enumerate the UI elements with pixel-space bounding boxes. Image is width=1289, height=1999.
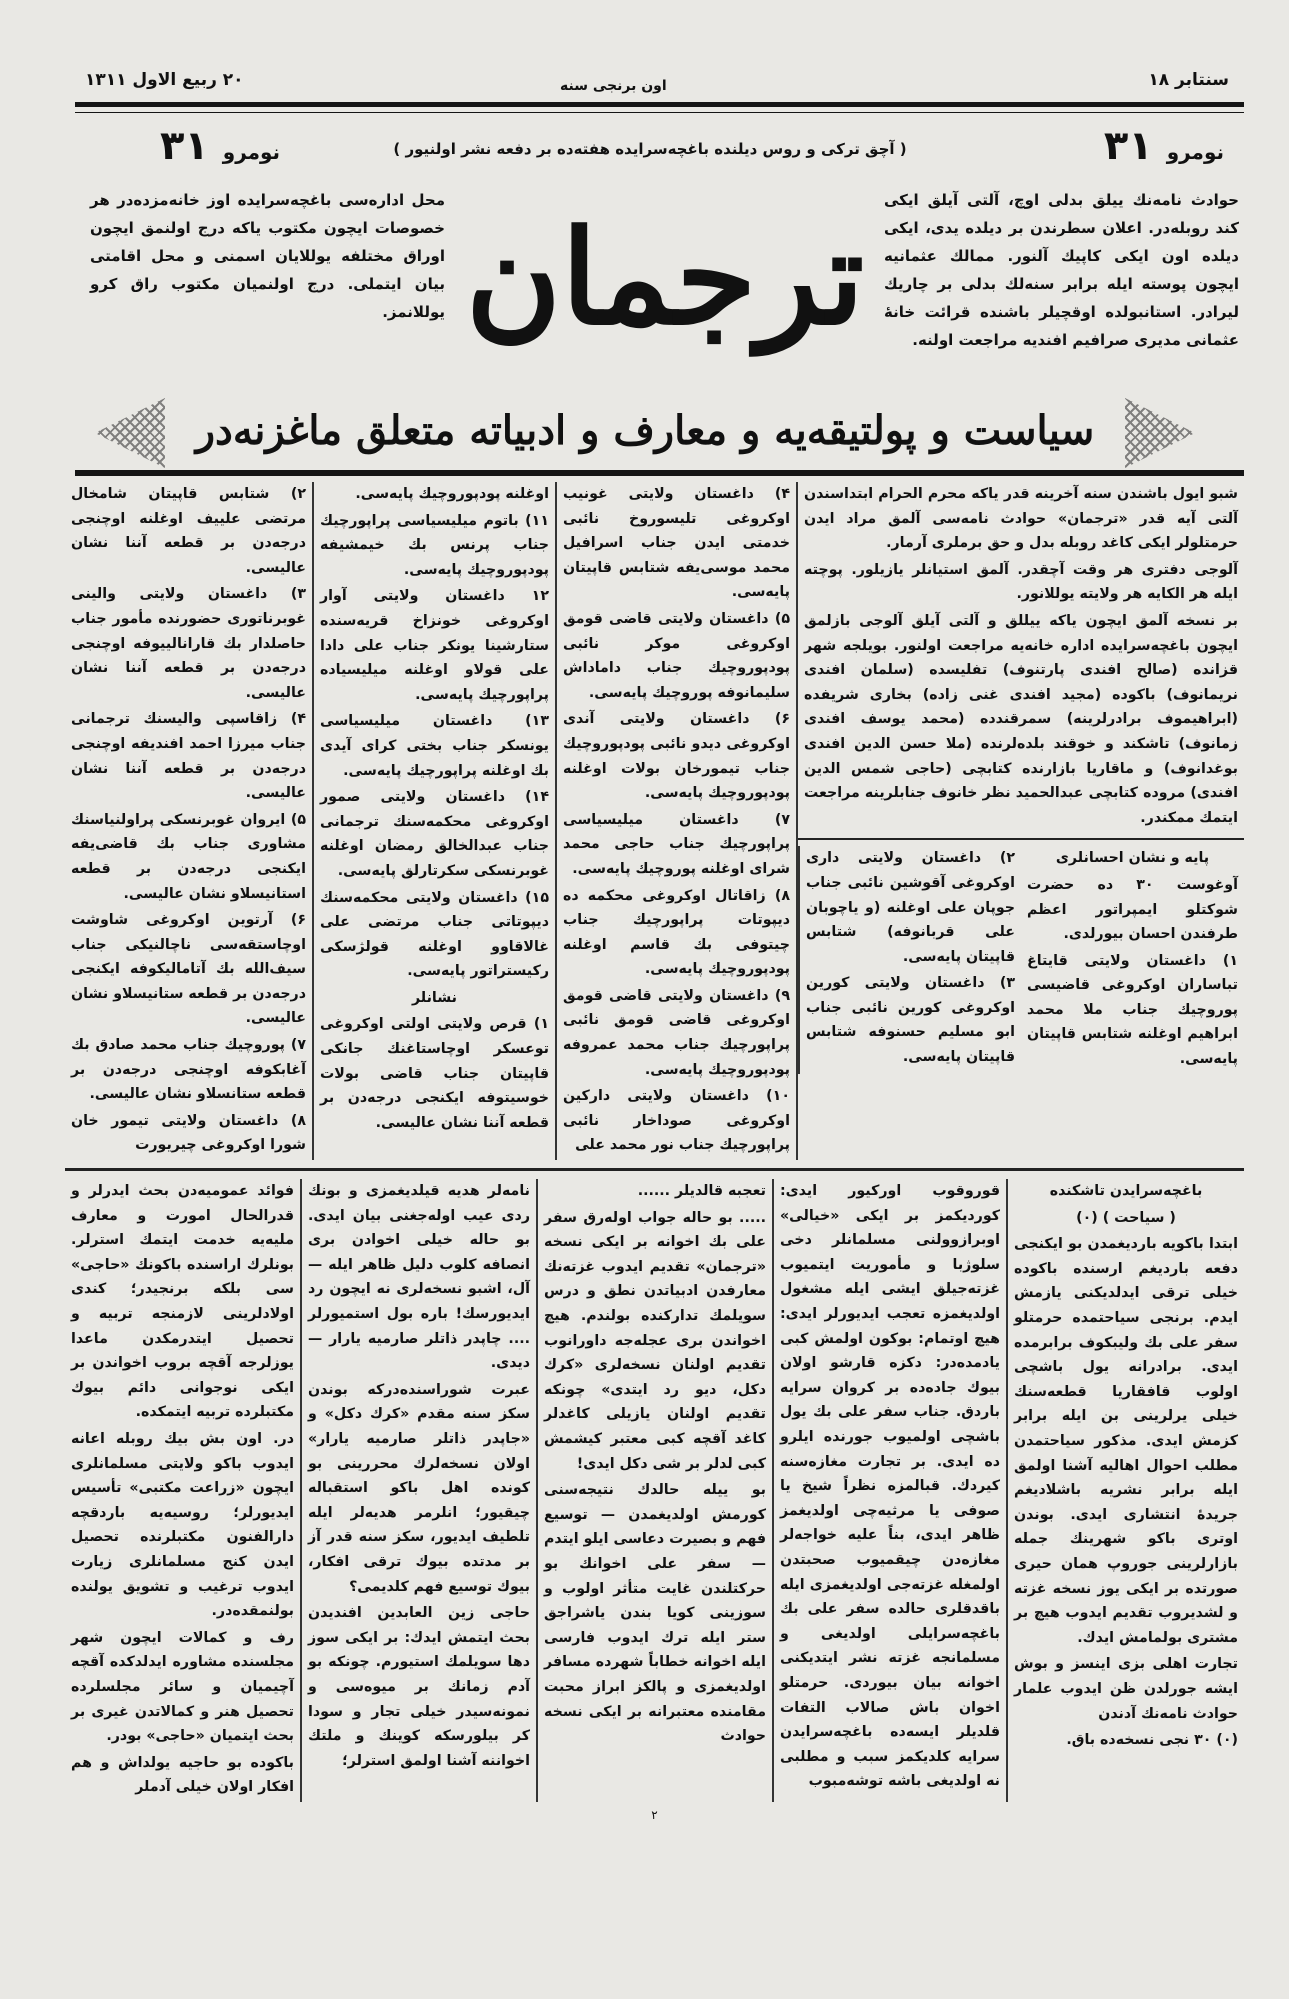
paragraph: آلوجی دفتری هر وقت آچقدر. آلمق استیانلر یازیلور. پوچته ایله هر الکایه هر ولایته یوللانور. (804, 561, 1238, 603)
frequency-note: ( آچق ترکی و روس دیلنده باغچه‌سرایده هفته‌ده بر دفعه نشر اولنیور ) (393, 140, 907, 158)
issue-number: ۳۱ (1103, 123, 1153, 169)
paragraph: بو ییله حالدك نتیجه‌سنی کورمش اولدیغمدن — توسیع فهم و بصیرت دعاسی ایلو ایتدم — سفر علی اخوانك بو حرکتلندن غایت متأثر اولوب و سوزینی کویا بندن یاشراجق ستر ایله ترك ایدوب فارسی ایله اخوانه خطاباً شهرده مسافر اولدیغمزی و پالکز ابراز محبت مقامنده معتبرانه بر ایکی نسخه حوادث (544, 1482, 766, 1745)
notice-right: حوادث نامه‌نك ییلق بدلی اوچ، آلتی آیلق ایکی کند روبله‌در. اعلان سطرندن بر دیلده یدی، ایکی دیلده اون ایکی کاپیك آلنور. ممالك عثمانیه ایچون پوسته ایله برابر سنه‌لك بدلی بر چاریك لیرادر. استانبولده اوقچیلر باشنده قرائت خانهٔ عثمانی مدیری صرافیم افندیه مراجعت اولنه. (884, 191, 1239, 349)
article-subscription (798, 482, 1244, 832)
issue-number: ۳۱ (160, 123, 209, 169)
paragraph-lead: تعجبه قالدیلر ...... (637, 1183, 766, 1200)
ranks-row (798, 838, 1244, 1073)
paragraph: ۲) داغستان ولایتی داری اوکروغی آقوشین نائبی جناب جوپان علی اوغلنه (و یاچوبان علی قربانوفه) شتابس قاپیتان پایه‌سی. (806, 850, 1015, 965)
paragraph: ۳) داغستان ولایتی کورین اوکروغی کورین نائبی جناب ابو مسلیم حسنوفه شتابس قاپیتان پایه‌سی. (806, 975, 1015, 1066)
paragraph: ۱) قرص ولایتی اولتی اوکروغی توعسکر اوچاستاغنك جانکی قاپیتان جناب قاضی بولات خوسیتوفه ایکنجی درجه‌دن بر قطعه آننا نشان عالیسی. (320, 1016, 549, 1131)
issue-number-left (160, 124, 280, 168)
paragraph: ۵) ایروان غوبرنسکی پراولنیاسنك مشاوری جناب بك قاضی‌یفه ایکنجی درجه‌دن بر قطعه استانیسلاو نشان عالیسی. (71, 811, 306, 902)
column-b4 (300, 1179, 536, 1802)
paragraph: بر نسخه آلمق ایچون یاکه ییللق و آلتی آیلق آلوجی بازلمق ایچون باغچه‌سرایده اداره خانه‌یه مراجعت اولنور. بویلجه شهر قزانده (صالح افندی پارتنوف) تفلیسده (سلمان افندی نریمانوف) باکوده (مجید افندی غنی زاده) بخاری شریفده (ابراهیموف برادرلرینه) سمرقندده (محمد یوسف افندی زمانوف) تاشکند و خوقند بلده‌لرنده (ملا حسن الدین افندی بوغدانوف) و ماقاریا بازارنده کتابچی (حاجی شمس الدین افندی) مروده کتابچی عبدالحمید نظر خانوف جنابلرینه مراجعت ایتمك ممکندر. (804, 612, 1238, 826)
page-body (65, 482, 1244, 1828)
ornament-right (1125, 398, 1195, 468)
paragraph: ۲) شتابس قاپیتان شامخال مرتضی علییف اوغلنه اوچنجی درجه‌دن بر قطعه آننا نشان عالیسی. (71, 486, 306, 576)
paragraph: عبرت شوراسنده‌درکه بوندن سکز سنه مقدم «کرك دکل» و «جاپدر ذاتلر صارمیه یارار» اولان نسخه‌لرك محررینی بو کونده اهل باکو استقباله چیقیور؛ انلرمر هدیه‌لر ایله تلطیف ایدیور، سکز سنه قدر آز بر مدتده بیوك ترقی افکار، بیوك توسیع فهم کلدیمی؟ (308, 1381, 530, 1595)
issue-number-right (1104, 124, 1224, 168)
column-4 (65, 482, 312, 1160)
section-heading-medals: نشانلر (411, 989, 458, 1006)
paragraph: ابتدا باکویه بارديغمدن بو ایکنجی دفعه بارديغم ارسنده باکوده خیلی ترقی ایدلدیکنی یازمش ایدم. برنجی سیاحتمده حرمتلو سفر علی بك ولیبکوف برابرمده ایدی. برادرانه یول باشچی اولوب قافقاریا قطعه‌سنك خیلی یرلرینی بن ایله برابر کزمش ایدی. مذکور سیاحتمدن مطلب احوال اهالیه آشنا اولمق ایله برابر نشریه باشلادیغم جریدهٔ انتشاری ایدی. بوندن اوتری باکو شهرینك جمله بازارلرینی جوروپ همان حیری صورتده بر ایکی یوز نسخه غزته و لشدیروب تقدیم ایدوب هیچ بر مشتری بولمامش ایدك. (1014, 1236, 1238, 1646)
paragraph: ۱۳) داغستان میلیسیاسی یونسکر جناب بختی کرای آیدی بك اوغلنه پراپورچیك پایه‌سی. (320, 713, 549, 779)
paragraph: ۴) زاقاسپی والیسنك ترجمانی جناب میرزا احمد افندیفه اوچنجی درجه‌دن بر قطعه آننا نشان عالیسی. (71, 711, 306, 802)
number-label: نومرو (222, 140, 281, 164)
paragraph: قوروقوب اورکیور ایدی: کوردیکمز بر ایکی «خیالی» اوبرازوولنی مسلمانلر دخی سلوژبا و مأموریت ایتمیوب غزته‌جیلق ایشی ایله مشغول اولدیغمزه تعجب ایدیورلر ایدی: هیچ اوتمام: بوکون اولمش کبی یادمده‌در: دکزه قارشو اولان بیوك جاده‌ده بر کروان سرایه باردق. جناب سفر علی بك یول باشچی اولمیوب جورنده ایلرو ده ایدی. بر تجارت مغازه‌سنه کیردك. قبالمزه نظراً شیخ یا صوفی یا مرثیه‌چی اولدیغمز ظاهر ایدی، بناً علیه خواجه‌لر مغازه‌دن چیقمیوب صحبتدن اولمغله غزته‌جی اولدیغمزی ایله باقدقلری حالده سفر علی بك باغچه‌سرایلی اولدیغی و مسلمانجه غزته نشر ایتدیکنی اخوانه بیان بیوردی. حرمتلو اخوان باش صالاب التفات قلدیلر ایسه‌ده باغچه‌سرایدن سرایه کلدیکمز سبب و مطلبی نه اولدیغی باشه توشه‌مبوب (780, 1183, 1000, 1790)
article-ranks-col2 (798, 846, 1021, 1073)
column-b2 (772, 1179, 1008, 1802)
paragraph: ..... بو حاله جواب اوله‌رق سفر علی بك اخوانه بر ایکی نسخه «ترجمان» تقدیم ایدوب غزته‌نك معارفدن ادبیاتدن نطق و درس سویلمك تدارکنده بولندم. هیچ اخواندن بری عجله‌جه داورانوب تقدیم اولنان نسخه‌لری «کرك دکل، دیو رد ایتدی» چونکه تقدیم اولنان یازیلی کاغدلر کاغد آقچه کبی معتبر کیشمش کبی لدلر بر شی دکل ایدی! (544, 1209, 766, 1472)
paragraph: ۷) داغستان میلیسیاسی پراپورچیك جناب حاجی محمد شرای اوغلنه پوروچیك پایه‌سی. (563, 811, 790, 877)
newspaper-subtitle: سیاست و پولتیقه‌یه و معارف و ادبیاته متعلق ماغزنه‌در (195, 407, 1095, 454)
header-rule (75, 102, 1244, 107)
date-hijri: ۲۰ ربیع الاول ۱۳۱۱ (85, 70, 244, 90)
masthead-bottom-rule (75, 470, 1244, 476)
article-travel (1008, 1179, 1244, 1802)
paragraph: ۶) داغستان ولایتی آندی اوکروغی دیدو نائبی پودپوروچیك جناب تیمورخان بولات اوغلنه پودپوروچیك پایه‌سی. (563, 711, 790, 802)
article-ranks-heading-col (1021, 846, 1244, 1073)
paragraph: ۴) داغستان ولایتی غونیب اوکروغی تلیسوروخ نائبی خدمتی ایدن جناب اسرافیل محمد موسی‌یفه شتابس قاپیتان پایه‌سی. (563, 486, 790, 601)
column-3 (312, 482, 555, 1160)
paragraph: فوائد عمومیه‌دن بحث ایدرلر و قدرالحال امورت و معارف ملیه‌یه خدمت ایتمك استرلر. بونلرك اراسنده باکونك «حاجی» سی بلکه برنجیدر؛ کندی اولادلرینی لازمنجه تربیه و تحصیل ایتدرمکدن ماعدا یوزلرجه آقچه بروب اخواندن بر ایکی نوجوانی دائم بیوك مکتبلرده تربیه ایتمکده. (71, 1183, 294, 1421)
paragraph: ۱۰) داغستان ولایتی دارکین اوکروغی صوداخار نائبی پراپورچیك جناب نور محمد علی (563, 1088, 790, 1154)
right-block (798, 482, 1244, 1160)
year-label: اون برنجی سنه (560, 78, 667, 94)
paragraph: ۶) آرتوین اوکروغی شاوشت اوچاستقه‌سی ناچالنیکی جناب سیف‌الله بك آتامالیکوفه ایکنجی درجه‌دن بر قطعه ستانیسلاو نشان عالیسی. (71, 912, 306, 1027)
page-mark: ۲ (651, 1807, 658, 1822)
bottom-band (65, 1168, 1244, 1802)
paragraph: رف و کمالات ایچون شهر مجلسنده مشاوره ایدلدکده آقچه آچیمیان و سائر مجلسلرده تحصیل هنر و کمالاتدن غیری بر بحث ایتمیان «حاجی» بودر. (71, 1629, 294, 1745)
article-heading: باغچه‌سرایدن تاشکنده (1049, 1183, 1203, 1200)
paragraph: ۹) داغستان ولایتی قاضی قومق اوکروغی قاضی قومق نائبی پراپورچیك جناب محمد عمروفه پودپوروچیك پایه‌سی. (563, 987, 790, 1078)
paragraph: ۳) داغستان ولایتی والینی غوبرناتوری حضورنده مأمور جناب حاصلدار بك قارانالییوفه اوچنجی درجه‌دن بر قطعه آننا نشان عالیسی. (71, 586, 306, 701)
paragraph: تجارت اهلی بزی اینسز و بوش ایشه جورلدن ظن ایدوب علمار حوادث نامه‌نك آدندن (1014, 1656, 1238, 1722)
notice-left: محل اداره‌سی باغچه‌سرایده اوز خانه‌مزده‌در هر خصوصات ایچون مکتوب یاکه درج اولنمق ایچون اوراق مختلفه یوللایان اسمنی و محل اقامتی بیان ایتملی. درج اولنمیان مکتوب راق کرو یوللانمز. (90, 191, 445, 321)
paragraph: ۱۲ داغستان ولایتی آوار اوکروغی خونزاخ قریه‌سنده ستارشینا یونکر جناب علی دادا علی قولاو اوغلنه میلیسیاده پراپورچیك پایه‌سی. (320, 588, 549, 703)
paragraph: ۷) پوروچیك جناب محمد صادق بك آغابکوفه اوچنجی درجه‌دن بر قطعه ستانسلاو نشان عالیسی. (71, 1037, 306, 1103)
header-rule-thin (75, 112, 1244, 113)
paragraph: ۱۴) داغستان ولایتی صمور اوکروغی محکمه‌سنك ترجمانی جناب عبدالخالق رمضان اوغلنه غوبرنسکی سکرتارلق پایه‌سی. (320, 789, 549, 879)
paragraph: ۸) زاقاتال اوکروغی محکمه ده دیپوتات پراپورچیك جناب چیتوفی بك قاسم اوغلنه پودپوروچیك پایه‌سی. (563, 887, 790, 978)
column-b3 (536, 1179, 772, 1802)
paragraph: نامه‌لر هدیه قیلدیغمزی و بونك ردی عیب اوله‌جغنی بیان ایدی. بو حاله خیلی اخوادن بری انصافه کلوب دلیل ظاهر ایله — آل، اشبو نسخه‌لری نه ایچون رد ایدیورسك! باره بول استمیورلر .... چاپدر ذاتلر صارمیه یارار — دیدی. (308, 1183, 530, 1372)
paragraph: ۱) داغستان ولایتی قایتاغ تباساران اوکروغی قاضیسی پوروچیك جناب ملا محمد ابراهیم اوغلنه شتابس قاپیتان پایه‌سی. (1027, 952, 1238, 1068)
paragraph: ۱۱) باتوم میلیسیاسی پراپورچیك جناب پرنس بك خیمشیفه پودپوروچیك پایه‌سی. (320, 512, 549, 578)
footnote: (۰) ۳۰ نجی نسخه‌ده باق. (1066, 1732, 1238, 1749)
paragraph: ۵) داغستان ولایتی قاضی قومق اوکروغی موکر نائبی پودپوروچیك جناب داماداش سلیمانوفه پوروچیك پایه‌سی. (563, 610, 790, 701)
paragraph: در. اون بش بیك روبله اعانه ایدوب باکو ولایتی مسلمانلری ایچون «زراعت مکتبی» تأسیس ایدیورلر؛ روسیه‌یه باردقچه دارالفنون مکتبلرنده تحصیل ایدن کنج مسلمانلری زیارت ایدوب ترغیب و تشویق یولنده بولنمقده‌در. (71, 1430, 294, 1620)
ornament-left (95, 398, 165, 468)
column-2 (555, 482, 798, 1160)
section-heading: پایه و نشان احسانلری (1055, 850, 1210, 867)
column-b5 (65, 1179, 300, 1802)
article-subheading: ( سیاحت ) (۰) (1076, 1209, 1176, 1226)
date-gregorian: سنتابر ۱۸ (1148, 70, 1229, 90)
paragraph: اوغلنه پودپوروچیك پایه‌سی. (355, 486, 549, 502)
number-label: نومرو (1166, 140, 1224, 164)
newspaper-title: ترجمان (465, 201, 865, 354)
paragraph: آوغوست ۳۰ ده حضرت شوکتلو ایمپراتور اعظم طرفندن احسان بیورلدی. (1027, 876, 1238, 943)
paragraph: باکوده بو حاجیه یولداش و هم افکار اولان خیلی آدملر (71, 1754, 294, 1796)
top-band (65, 482, 1244, 1160)
paragraph: شبو ایول باشندن سنه آخرینه قدر یاکه محرم الحرام ابتداسندن آلتی آیه قدر «ترجمان» حوادث نامه‌سی آلمق مراد ایدن حرمتلولر ایکی کاغد روبله بدل و حق برملری آرمار. (804, 486, 1238, 552)
paragraph: ۸) داغستان ولایتی تیمور خان شورا اوکروغی چیریورت (71, 1112, 306, 1154)
paragraph: ۱۵) داغستان ولایتی محکمه‌سنك دیپوتاتی جناب مرتضی علی غالاقاوو اوغلنه قولژسکی رکیستراتور پایه‌سی. (320, 889, 549, 980)
paragraph: حاجی زین العابدین افندیدن بحث ایتمش ایدك: بر ایکی سوز دها سویلمك استیورم. چونکه بو آدم زمانك بر میوه‌سی و نمونه‌سیدر خیلی تجار و سودا کر بیلورسکه کوینك و ملتك اخواننه آشنا اولمق استرلر؛ (308, 1605, 530, 1769)
